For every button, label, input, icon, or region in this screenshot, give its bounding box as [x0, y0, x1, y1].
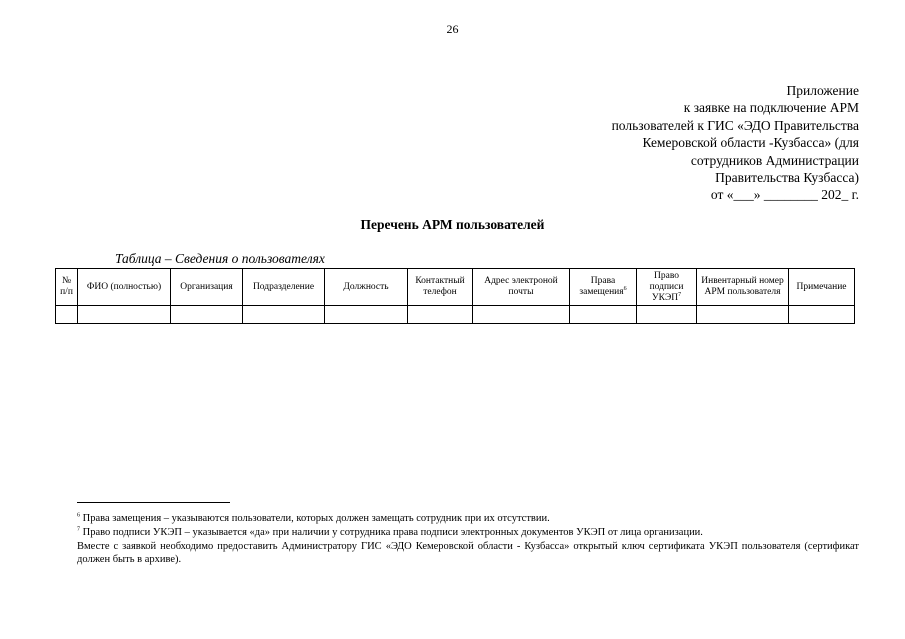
table-row	[56, 306, 855, 324]
footnote-ref: 7	[678, 291, 682, 298]
header-substitution-rights: Права замещения$^6$	[570, 269, 637, 306]
table-cell[interactable]	[570, 306, 637, 324]
appendix-block	[612, 82, 859, 204]
table-cell[interactable]	[171, 306, 243, 324]
users-table	[55, 268, 855, 324]
table-caption: Таблица – Сведения о пользователях	[115, 251, 325, 266]
appendix-line: Правительства Кузбасса)	[715, 170, 859, 186]
document-title: Перечень АРМ пользователей	[360, 217, 545, 232]
table-cell[interactable]	[325, 306, 408, 324]
header-organization: Организация	[171, 269, 243, 306]
footnote-mark: 6	[77, 512, 80, 519]
footnote-text: Право подписи УКЭП – указывается «да» при наличии у сотрудника права подписи электронных документов УКЭП от лица организации.	[80, 527, 703, 538]
header-email: Адрес электроной почты	[473, 269, 570, 306]
header-department: Подразделение	[243, 269, 325, 306]
footnote-7	[77, 526, 859, 539]
header-full-name: ФИО (полностью)	[78, 269, 171, 306]
appendix-line: сотрудников Администрации	[690, 152, 859, 168]
appendix-line: Приложение	[786, 83, 859, 98]
footnotes	[77, 512, 859, 567]
table-cell[interactable]	[697, 306, 789, 324]
table-cell[interactable]	[56, 306, 78, 324]
table-cell[interactable]	[243, 306, 325, 324]
header-note: Примечание	[789, 269, 855, 306]
footnote-mark: 7	[77, 526, 80, 533]
header-signature-right: Право подписи УКЭП$^7$	[637, 269, 697, 306]
table-cell[interactable]	[408, 306, 473, 324]
header-position: Должность	[325, 269, 408, 306]
footnote-ref: 6	[623, 285, 627, 292]
submission-note: Вместе с заявкой необходимо предоставить Администратору ГИС «ЭДО Кемеровской области - Кузбасса» открытый ключ сертификата УКЭП пользователя (сертификат должен быть в архиве).	[77, 541, 859, 565]
appendix-line: Кемеровской области -Кузбасса» (для	[642, 135, 859, 151]
footnote-divider	[77, 502, 230, 503]
appendix-line: пользователей к ГИС «ЭДО Правительства	[611, 117, 859, 133]
appendix-line: к заявке на подключение АРМ	[683, 100, 859, 116]
page-number: 26	[446, 22, 459, 36]
footnote-text: Права замещения – указываются пользователи, которых должен замещать сотрудник при их отсутствии.	[80, 513, 550, 524]
table-cell[interactable]	[789, 306, 855, 324]
table-cell[interactable]	[78, 306, 171, 324]
table-cell[interactable]	[473, 306, 570, 324]
header-number: № п/п	[56, 269, 78, 306]
footnote-6	[77, 512, 859, 525]
header-inventory-number: Инвентарный номер АРМ пользователя	[697, 269, 789, 306]
table-header-row	[56, 269, 855, 306]
appendix-line: от «___» ________ 202_ г.	[710, 187, 859, 203]
header-phone: Контактный телефон	[408, 269, 473, 306]
table-cell[interactable]	[637, 306, 697, 324]
